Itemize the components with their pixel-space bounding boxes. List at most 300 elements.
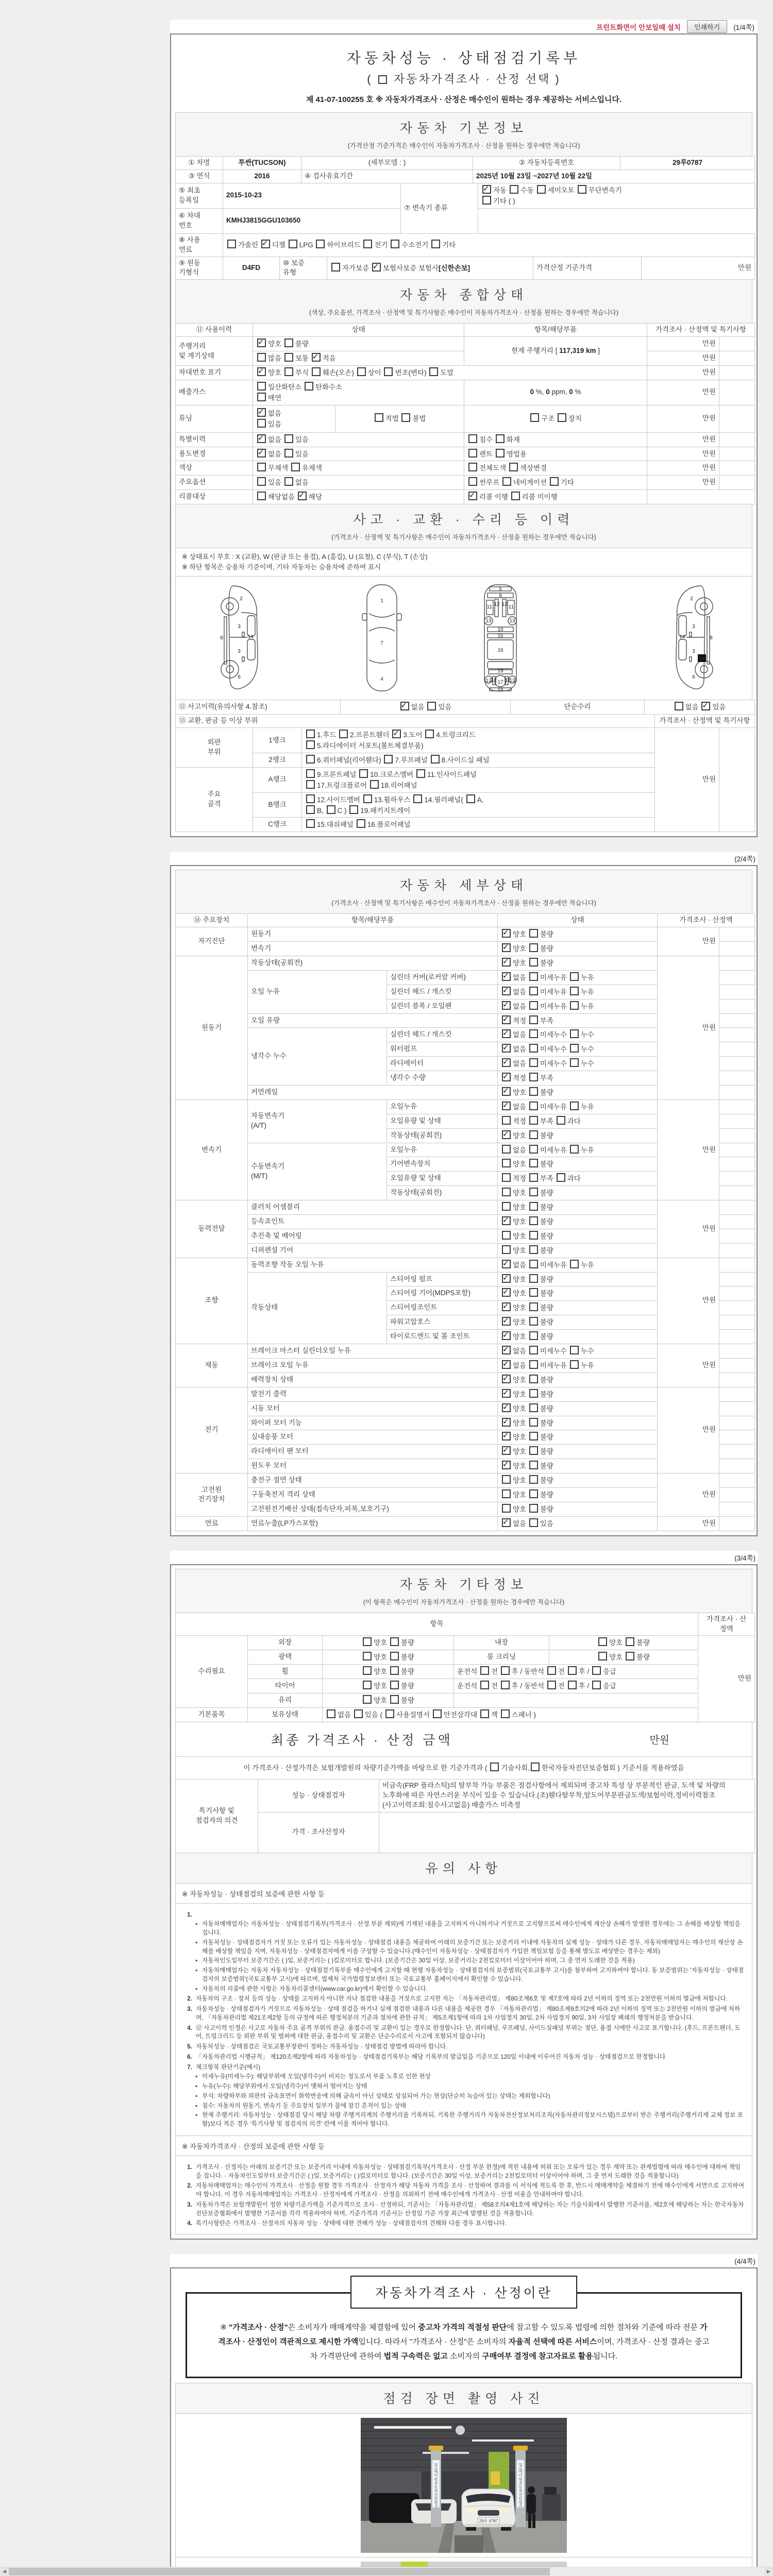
checkbox[interactable] [529, 1202, 538, 1211]
checkbox[interactable] [537, 185, 546, 194]
checkbox[interactable] [502, 1360, 511, 1369]
cell: ④ 검사유효기간 [301, 170, 473, 183]
checkbox[interactable] [529, 1346, 538, 1354]
checkbox[interactable] [502, 972, 511, 981]
checkbox[interactable] [306, 780, 315, 789]
checkbox[interactable] [570, 1260, 579, 1268]
checkbox[interactable] [363, 1681, 372, 1689]
checkbox[interactable] [557, 1116, 565, 1125]
checkbox[interactable] [502, 1461, 511, 1469]
checkbox[interactable] [431, 755, 440, 764]
item: 고전원전기배선 상태(접속단자,피복,보호기구) [248, 1502, 498, 1516]
checkbox[interactable] [257, 463, 266, 471]
checkbox[interactable] [390, 1681, 399, 1689]
checkbox[interactable] [502, 1101, 511, 1110]
checkbox[interactable] [480, 1709, 489, 1718]
checkbox[interactable] [570, 1346, 579, 1354]
checkbox[interactable] [227, 240, 236, 248]
checkbox[interactable] [529, 1375, 538, 1383]
cell [719, 337, 755, 351]
checkbox[interactable] [502, 1058, 511, 1067]
price-info-text: ※ "가격조사 · 산정"은 소비자가 매매계약을 체결함에 있어 중고차 가격의 적절성 판단에 참고할 수 있도록 법령에 의한 절차와 기준에 따라 전문 가격조사 · 산정인이 객관적으로 제시한 가액입니다. 따라서 "가격조사 · 산정"은 소비자의 자율적 선택에 따른 서비스이며, 가격조사 · 산정 결과는 중고차 가격판단에 관하여 법적 구속력은 없고 소비자의 구매여부 결정에 참고자료로 활용됩니다. [186, 2292, 742, 2378]
checkbox[interactable] [529, 1317, 538, 1326]
status-options: ✓ 양호 불량 [498, 1372, 658, 1387]
checkbox[interactable] [502, 1504, 511, 1513]
checkbox[interactable] [490, 1762, 499, 1771]
cell: 운전석 전 후 / 동반석 전 후 / 응급 [454, 1665, 698, 1679]
replacement-panel-table-table [175, 714, 755, 832]
cell: 썬루프 네비게이션 기타 [464, 476, 647, 490]
print-button[interactable]: 인쇄하기 [687, 20, 727, 33]
checkbox[interactable] [370, 780, 379, 789]
status-options: ✓ 양호 불량 [498, 1445, 658, 1459]
checkbox[interactable] [416, 769, 425, 778]
checkbox[interactable] [529, 1015, 538, 1024]
checkbox[interactable] [529, 1403, 538, 1412]
checkbox[interactable] [529, 1288, 538, 1297]
cell: 침수 화재 [464, 432, 647, 447]
checkbox[interactable] [502, 1087, 511, 1096]
checkbox[interactable] [502, 1159, 511, 1167]
checkbox[interactable] [578, 185, 586, 194]
checkbox[interactable] [257, 477, 266, 486]
cell: 항목 [176, 1613, 698, 1636]
checkbox[interactable] [558, 413, 566, 422]
checkbox[interactable] [529, 943, 538, 952]
checkbox[interactable] [257, 353, 266, 362]
checkbox[interactable] [401, 413, 410, 422]
checkbox[interactable] [375, 413, 383, 422]
checkbox[interactable] [529, 1418, 538, 1427]
section-accident-subtitle: (가격조사 · 산정액 및 특기사항은 매수인이 자동차가격조사 · 산정을 원하는 경우에만 적습니다) [331, 534, 596, 541]
checkbox[interactable] [261, 240, 270, 248]
checkbox[interactable] [291, 463, 300, 471]
checkbox[interactable] [257, 449, 266, 457]
item: 오일 누유 [248, 970, 387, 1013]
price-blank [719, 942, 755, 956]
checkbox[interactable] [626, 1652, 634, 1660]
checkbox[interactable] [413, 794, 422, 803]
checkbox[interactable] [502, 958, 511, 967]
sub-item: 기어변속장치 [387, 1157, 498, 1172]
section-detail-header [175, 870, 752, 914]
item: 오일 유량 [248, 1013, 498, 1028]
checkbox[interactable] [433, 1709, 442, 1718]
price-blank [719, 1416, 755, 1430]
checkbox[interactable] [357, 819, 365, 828]
checkbox[interactable] [529, 1231, 538, 1240]
price-blank [719, 1128, 755, 1143]
checkbox[interactable] [529, 1029, 538, 1038]
checkbox[interactable] [547, 1681, 556, 1689]
checkbox[interactable] [502, 1274, 511, 1283]
checkbox[interactable] [480, 1666, 489, 1675]
checkbox[interactable] [529, 1331, 538, 1340]
checkbox[interactable] [529, 972, 538, 981]
checkbox[interactable] [468, 463, 477, 471]
checkbox[interactable] [327, 805, 335, 814]
checkbox[interactable] [372, 263, 381, 272]
checkbox[interactable] [306, 819, 315, 828]
basic-info-fuel-row [175, 233, 752, 257]
checkbox[interactable] [502, 1418, 511, 1427]
checkbox[interactable] [502, 943, 511, 952]
cell: 해당없음 ✓해당 [253, 490, 464, 504]
checkbox[interactable] [502, 1475, 511, 1484]
checkbox[interactable] [570, 1101, 579, 1110]
checkbox[interactable] [502, 1202, 511, 1211]
cell: 가솔린 ✓디젤 LPG 하이브리드 전기 수소전기 기타 [223, 233, 755, 257]
checkbox[interactable] [502, 1130, 511, 1139]
notice-heading: ※ 자동차성능 · 상태점검의 보증에 관한 사항 등 [175, 1883, 752, 1904]
horizontal-scrollbar[interactable] [0, 2567, 773, 2576]
checkbox[interactable] [502, 1346, 511, 1354]
checkbox[interactable] [502, 1389, 511, 1398]
checkbox[interactable] [390, 1666, 399, 1675]
item: 구동축전지 격리 상태 [248, 1487, 498, 1502]
checkbox[interactable] [363, 1637, 372, 1646]
checkbox[interactable] [496, 449, 505, 457]
checkbox[interactable] [529, 987, 538, 995]
svg-text:4: 4 [380, 676, 383, 683]
checkbox[interactable] [509, 463, 518, 471]
checkbox[interactable] [339, 730, 348, 738]
status-options: ✓ 없음 미세누유 누유 [498, 1358, 658, 1372]
checkbox[interactable] [501, 1681, 510, 1689]
checkbox[interactable] [468, 434, 477, 443]
item: 커먼레일 [248, 1086, 498, 1100]
checkbox[interactable] [378, 75, 387, 84]
checkbox[interactable] [284, 434, 293, 443]
cell: 양호 불량 [323, 1636, 454, 1650]
checkbox[interactable] [502, 1317, 511, 1326]
section-detail-title: 자동차 세부상태 [400, 878, 528, 893]
checkbox[interactable] [529, 1274, 538, 1283]
checkbox[interactable] [502, 1173, 511, 1182]
checkbox[interactable] [363, 1652, 372, 1660]
checkbox[interactable] [568, 1681, 577, 1689]
cell: 6.쿼터패널(리어휀다) 7.루프패널 8.사이드실 패널 [302, 753, 655, 767]
checkbox[interactable] [427, 702, 436, 710]
checkbox[interactable] [502, 1116, 511, 1125]
checkbox[interactable] [502, 1245, 511, 1254]
device-group: 고전원 전기장치 [176, 1473, 248, 1517]
cell: 만원 [698, 1636, 755, 1722]
device-group: 원동기 [176, 956, 248, 1100]
checkbox[interactable] [289, 240, 297, 248]
inspection-photo-front [361, 2418, 567, 2553]
checkbox[interactable] [529, 1216, 538, 1225]
checkbox[interactable] [284, 449, 293, 457]
checkbox[interactable] [502, 1015, 511, 1024]
checkbox[interactable] [529, 1145, 538, 1154]
checkbox[interactable] [592, 1681, 601, 1689]
checkbox[interactable] [570, 987, 579, 995]
checkbox[interactable] [257, 492, 266, 500]
checkbox[interactable] [557, 1173, 565, 1182]
checkbox[interactable] [529, 1188, 538, 1196]
cell: 룸 크리닝 [454, 1650, 549, 1665]
checkbox[interactable] [530, 413, 539, 422]
checkbox[interactable] [429, 367, 438, 376]
cell: 가격조사 · 산 정액 [698, 1613, 755, 1636]
checkbox[interactable] [502, 1044, 511, 1053]
checkbox[interactable] [257, 382, 266, 391]
checkbox[interactable] [592, 1666, 601, 1675]
checkbox[interactable] [257, 393, 266, 401]
checkbox[interactable] [529, 1101, 538, 1110]
item: 발전기 출력 [248, 1387, 498, 1401]
checkbox[interactable] [316, 240, 325, 248]
cell: ⑨ 원동 기형식 [176, 257, 223, 280]
price-blank [719, 1286, 755, 1301]
checkbox[interactable] [284, 477, 293, 486]
checkbox[interactable] [502, 1231, 511, 1240]
checkbox[interactable] [502, 1260, 511, 1268]
checkbox[interactable] [502, 1432, 511, 1440]
checkbox[interactable] [531, 1762, 540, 1771]
checkbox[interactable] [284, 353, 293, 362]
checkbox[interactable] [363, 1695, 372, 1704]
svg-text:5: 5 [499, 586, 502, 592]
checkbox[interactable] [568, 1666, 577, 1675]
checkbox[interactable] [502, 987, 511, 995]
checkbox[interactable] [466, 794, 475, 803]
sub-item: 오일누유 [387, 1099, 498, 1114]
checkbox[interactable] [327, 1709, 335, 1718]
checkbox[interactable] [425, 730, 434, 738]
checkbox[interactable] [284, 338, 293, 347]
checkbox[interactable] [529, 1245, 538, 1254]
checkbox[interactable] [502, 1216, 511, 1225]
scroll-left-button[interactable]: ◀ [0, 2567, 9, 2576]
price-blank [719, 1401, 755, 1416]
checkbox[interactable] [529, 1159, 538, 1167]
checkbox[interactable] [306, 769, 315, 778]
status-options: ✓ 없음 있음 [498, 1516, 658, 1531]
price-blank [719, 1042, 755, 1057]
checkbox[interactable] [547, 1666, 556, 1675]
checkbox[interactable] [468, 477, 477, 486]
checkbox[interactable] [502, 1518, 511, 1527]
status-options: ✓ 양호 불량 [498, 1272, 658, 1286]
checkbox[interactable] [529, 1058, 538, 1067]
cell: 2015-10-23 [223, 183, 401, 208]
checkbox[interactable] [482, 196, 491, 205]
cell: 만원 [655, 728, 719, 832]
replacement-panel-table [175, 714, 752, 832]
checkbox[interactable] [431, 240, 440, 248]
status-code-legend [175, 548, 752, 577]
checkbox[interactable] [550, 477, 559, 486]
checkbox[interactable] [570, 1029, 579, 1038]
cell: 29루0787 [620, 157, 755, 170]
checkbox[interactable] [529, 1504, 538, 1513]
svg-text:6: 6 [692, 674, 695, 681]
scroll-right-button[interactable]: ▶ [764, 2567, 773, 2576]
checkbox[interactable] [390, 1652, 399, 1660]
status-options: ✓ 없음 미세누유 누유 [498, 999, 658, 1013]
sub-item: 작동상태(공회전) [387, 1128, 498, 1143]
checkbox[interactable] [529, 1116, 538, 1125]
cell: KMHJ3815GGU103650 [223, 208, 401, 233]
cell: 특별이력 [176, 432, 253, 447]
checkbox[interactable] [305, 382, 313, 391]
status-options: ✓ 양호 불량 [498, 1401, 658, 1416]
checkbox[interactable] [529, 1087, 538, 1096]
checkbox[interactable] [480, 1681, 489, 1689]
svg-text:10: 10 [497, 627, 503, 633]
checkbox[interactable] [529, 929, 538, 938]
price-unit: 만원 [658, 927, 719, 956]
checkbox[interactable] [502, 1188, 511, 1196]
checkbox[interactable] [502, 1001, 511, 1010]
checkbox[interactable] [529, 1446, 538, 1455]
checkbox[interactable] [502, 477, 511, 486]
checkbox[interactable] [529, 1432, 538, 1440]
checkbox[interactable] [349, 805, 358, 814]
checkbox[interactable] [306, 740, 315, 749]
checkbox[interactable] [529, 1044, 538, 1053]
checkbox[interactable] [502, 1029, 511, 1038]
checkbox[interactable] [257, 419, 266, 428]
checkbox[interactable] [570, 1001, 579, 1010]
status-options: ✓ 없음 미세누유 누유 [498, 1258, 658, 1272]
checkbox[interactable] [392, 730, 401, 738]
cell: ✓ 리콜 이행 리콜 미이행 [464, 490, 647, 504]
status-options: ✓ 없음 미세누수 누수 [498, 1028, 658, 1042]
checkbox[interactable] [502, 1403, 511, 1412]
checkbox[interactable] [529, 1518, 538, 1527]
cell: ✓ 없음 있음 [253, 432, 464, 447]
checkbox[interactable] [257, 408, 266, 417]
checkbox[interactable] [529, 1073, 538, 1081]
section-extra-title: 자동차 기타정보 [400, 1577, 528, 1592]
price-unit: 만원 [658, 1258, 719, 1344]
checkbox[interactable] [570, 1044, 579, 1053]
checkbox[interactable] [363, 240, 372, 248]
checkbox[interactable] [359, 769, 368, 778]
checkbox[interactable] [529, 1001, 538, 1010]
checkbox[interactable] [502, 1375, 511, 1383]
checkbox[interactable] [529, 1130, 538, 1139]
checkbox[interactable] [501, 1709, 510, 1718]
checkbox[interactable] [306, 805, 315, 814]
checkbox[interactable] [502, 929, 511, 938]
section-overall-subtitle: (색상, 주요옵션, 가격조사 · 산정액 및 특기사항은 매수인이 자동차가격조사 · 산정을 원하는 경우에만 적습니다) [309, 309, 619, 317]
checkbox[interactable] [502, 1446, 511, 1455]
checkbox[interactable] [331, 263, 340, 272]
checkbox[interactable] [529, 958, 538, 967]
checkbox[interactable] [598, 1652, 607, 1660]
cell: ⑧ 사용 연료 [176, 233, 223, 257]
cell: 타이어 [248, 1679, 323, 1693]
checkbox[interactable] [502, 1145, 511, 1154]
checkbox[interactable] [529, 1360, 538, 1369]
checkbox[interactable] [400, 702, 409, 710]
checkbox[interactable] [306, 730, 315, 738]
checkbox[interactable] [511, 492, 520, 500]
price-unit: 만원 [658, 1516, 719, 1531]
sub-item: 파워고압호스 [387, 1315, 498, 1330]
checkbox[interactable] [284, 367, 293, 376]
checkbox[interactable] [502, 1489, 511, 1498]
checkbox[interactable] [357, 367, 366, 376]
checkbox[interactable] [529, 1260, 538, 1268]
price-blank [719, 1143, 755, 1157]
cell: 0 %, 0 ppm, 0 % [464, 380, 647, 405]
page-indicator-4: (4/4쪽) [170, 2254, 758, 2267]
cell: 내장 [454, 1636, 549, 1650]
checkbox[interactable] [675, 702, 683, 710]
checkbox[interactable] [482, 185, 491, 194]
checkbox[interactable] [496, 434, 505, 443]
checkbox[interactable] [529, 1173, 538, 1182]
checkbox[interactable] [529, 1489, 538, 1498]
checkbox[interactable] [306, 755, 315, 764]
checkbox[interactable] [598, 1637, 607, 1646]
basic-info-row-3 [175, 183, 752, 234]
checkbox[interactable] [502, 1302, 511, 1311]
checkbox[interactable] [468, 492, 477, 500]
checkbox[interactable] [384, 755, 393, 764]
checkbox[interactable] [570, 1058, 579, 1067]
checkbox[interactable] [298, 492, 307, 500]
checkbox[interactable] [570, 972, 579, 981]
checkbox[interactable] [384, 367, 393, 376]
cell: 만원 [647, 380, 719, 405]
checkbox[interactable] [570, 1360, 579, 1369]
checkbox[interactable] [529, 1461, 538, 1469]
checkbox[interactable] [502, 1288, 511, 1297]
checkbox[interactable] [257, 338, 266, 347]
checkbox[interactable] [391, 240, 399, 248]
checkbox[interactable] [354, 1709, 363, 1718]
checkbox[interactable] [390, 1637, 399, 1646]
checkbox[interactable] [312, 353, 321, 362]
checkbox[interactable] [363, 1666, 372, 1675]
checkbox[interactable] [529, 1302, 538, 1311]
checkbox[interactable] [385, 1709, 394, 1718]
checkbox[interactable] [501, 1666, 510, 1675]
checkbox[interactable] [257, 367, 266, 376]
cell: 없음 있음 ( 사용설명서 안전삼각대 잭 스패너 ) [323, 1707, 698, 1722]
checkbox[interactable] [529, 1475, 538, 1484]
checkbox[interactable] [390, 1695, 399, 1704]
form-page-4 [170, 2267, 758, 2576]
checkbox[interactable] [626, 1637, 634, 1646]
cell: ⑤ 최초 등록일 [176, 183, 223, 208]
scrollbar-thumb[interactable] [9, 2568, 550, 2575]
final-price-band [175, 1722, 752, 1757]
checkbox[interactable] [502, 1073, 511, 1081]
price-blank [719, 1172, 755, 1186]
checkbox[interactable] [306, 794, 315, 803]
checkbox[interactable] [701, 702, 710, 710]
checkbox[interactable] [502, 1331, 511, 1340]
cell: ⑩ 보증 유형 [280, 257, 327, 280]
checkbox[interactable] [529, 1389, 538, 1398]
checkbox[interactable] [363, 794, 372, 803]
checkbox[interactable] [510, 185, 518, 194]
form-page-1 [170, 33, 758, 837]
checkbox[interactable] [257, 434, 266, 443]
cell: 현재 주행거리 [ 117,319 km ] [464, 337, 647, 366]
print-install-link[interactable]: 프린트화면이 안보일때 설치 [596, 23, 681, 31]
checkbox[interactable] [570, 1145, 579, 1154]
checkbox[interactable] [468, 449, 477, 457]
checkbox[interactable] [312, 367, 321, 376]
